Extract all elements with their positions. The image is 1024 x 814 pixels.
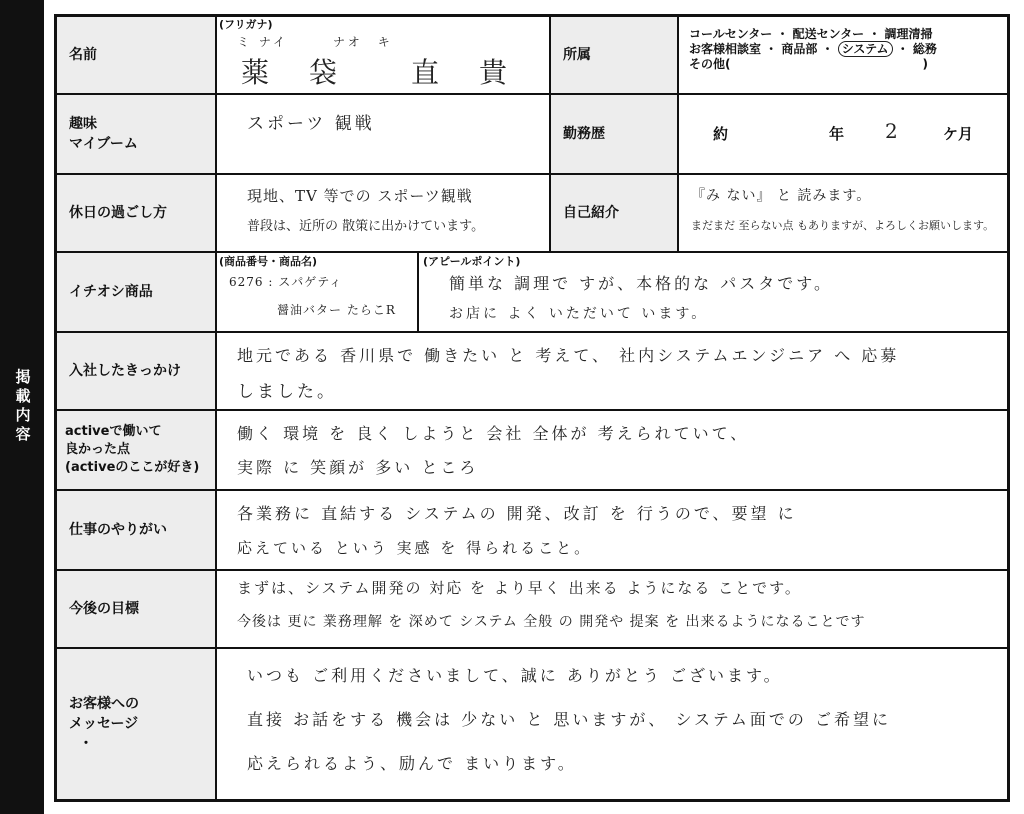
product-cell [217, 253, 419, 333]
intro-value-cell [679, 175, 1007, 253]
reason-value-cell [217, 333, 1007, 411]
good-value-cell [217, 411, 1007, 491]
name-label-text: 名前 [69, 47, 97, 63]
affiliation-value-cell [679, 17, 1007, 95]
name-value-cell [217, 17, 551, 95]
appeal-line2: お店に よく いただいて います。 [449, 306, 709, 322]
message-label-line2: メッセージ [69, 716, 139, 732]
goal-label-text: 今後の目標 [69, 601, 139, 617]
affiliation-selected: システム [838, 41, 893, 57]
hobby-label-line2: マイブーム [69, 136, 138, 152]
tenure-months-unit: ケ月 [943, 125, 974, 143]
name-label [57, 17, 217, 95]
goal-value-cell [217, 571, 1007, 649]
good-line1: 働く 環境 を 良く しようと 会社 全体が 考えられていて、 [237, 424, 750, 443]
sidebar [0, 0, 44, 814]
good-label-line2: 良かった点 [65, 442, 131, 457]
good-line2: 実際 に 笑顔が 多い ところ [237, 458, 479, 477]
intro-label-text: 自己紹介 [563, 205, 619, 221]
product-caption: (商品番号・商品名) [219, 255, 318, 268]
hobby-label [57, 95, 217, 175]
tenure-label-text: 勤務歴 [563, 126, 605, 142]
reason-label-text: 入社したきっかけ [69, 363, 181, 379]
affiliation-label-text: 所属 [563, 47, 591, 63]
good-label [57, 411, 217, 491]
good-label-wrap [65, 423, 199, 477]
worth-label [57, 491, 217, 571]
hobby-value: スポーツ 観戦 [247, 114, 375, 134]
furigana-caption: (フリガナ) [219, 18, 273, 31]
product-line1: 6276 : スパゲティ [229, 275, 343, 289]
message-label-bullet: ・ [79, 736, 93, 752]
holiday-line1: 現地、TV 等での スポーツ観戦 [247, 187, 473, 205]
hobby-label-wrap [69, 114, 138, 154]
goal-line2: 今後は 更に 業務理解 を 深めて システム 全般 の 開発や 提案 を 出来るようになることです [237, 614, 866, 630]
message-line3: 応えられるよう、励んで まいります。 [247, 754, 577, 773]
message-label-wrap [69, 694, 139, 754]
tenure-months-value: 2 [885, 119, 901, 143]
message-line1: いつも ご利用くださいまして、誠に ありがとう ございます。 [247, 666, 783, 685]
intro-label [551, 175, 679, 253]
hobby-label-line1: 趣味 [69, 116, 97, 132]
intro-line1: 『み ない』 と 読みます。 [691, 188, 872, 204]
holiday-line2: 普段は、近所の 散策に出かけています。 [247, 219, 485, 234]
tenure-value-cell [679, 95, 1007, 175]
message-line2: 直接 お話をする 機会は 少ない と 思いますが、 システム面での ご希望に [247, 710, 892, 729]
goal-label [57, 571, 217, 649]
tenure-years-unit: 年 [829, 125, 845, 143]
affiliation-line3: その他( ) [689, 57, 928, 71]
furigana-value: ミ ナイ ナオ キ [237, 35, 393, 49]
holiday-value-cell [217, 175, 551, 253]
affiliation-line2 [689, 42, 1007, 57]
message-label-line1: お客様への [69, 696, 139, 712]
affiliation-line2-suffix: ・ 総務 [896, 42, 937, 56]
affiliation-label [551, 17, 679, 95]
appeal-caption: (アピールポイント) [423, 255, 521, 268]
appeal-line1: 簡単な 調理で すが、本格的な パスタです。 [449, 274, 833, 293]
hobby-value-cell [217, 95, 551, 175]
reason-line2: しました。 [237, 382, 337, 402]
affiliation-line2-prefix: お客様相談室 ・ 商品部 ・ [689, 42, 834, 56]
sidebar-label: 掲載内容 [15, 368, 31, 443]
affiliation-line1: コールセンター ・ 配送センター ・ 調理清掃 [689, 27, 933, 41]
holiday-label [57, 175, 217, 253]
recommend-label-text: イチオシ商品 [69, 284, 153, 300]
affiliation-options [679, 17, 1007, 72]
message-label [57, 649, 217, 799]
intro-line2: まだまだ 至らない点 もありますが、よろしくお願いします。 [691, 219, 995, 232]
goal-line1: まずは、システム開発の 対応 を より早く 出来る ようになる ことです。 [237, 579, 802, 597]
good-label-line3: (activeのここが好き) [65, 460, 200, 475]
worth-label-text: 仕事のやりがい [69, 522, 167, 538]
holiday-label-text: 休日の過ごし方 [69, 205, 167, 221]
name-value: 薬 袋 直 貴 [241, 56, 514, 89]
appeal-cell [419, 253, 1007, 333]
message-value-cell [217, 649, 1007, 799]
worth-value-cell [217, 491, 1007, 571]
product-line2: 醤油バター たらこR [277, 303, 396, 317]
good-label-line1: activeで働いて [65, 424, 162, 439]
profile-sheet [54, 14, 1010, 802]
worth-line1: 各業務に 直結する システムの 開発、改訂 を 行うので、要望 に [237, 504, 797, 523]
worth-line2: 応えている という 実感 を 得られること。 [237, 539, 593, 557]
recommend-label [57, 253, 217, 333]
reason-line1: 地元である 香川県で 働きたい と 考えて、 社内システムエンジニア へ 応募 [237, 346, 900, 365]
tenure-about: 約 [713, 125, 729, 143]
reason-label [57, 333, 217, 411]
tenure-label [551, 95, 679, 175]
